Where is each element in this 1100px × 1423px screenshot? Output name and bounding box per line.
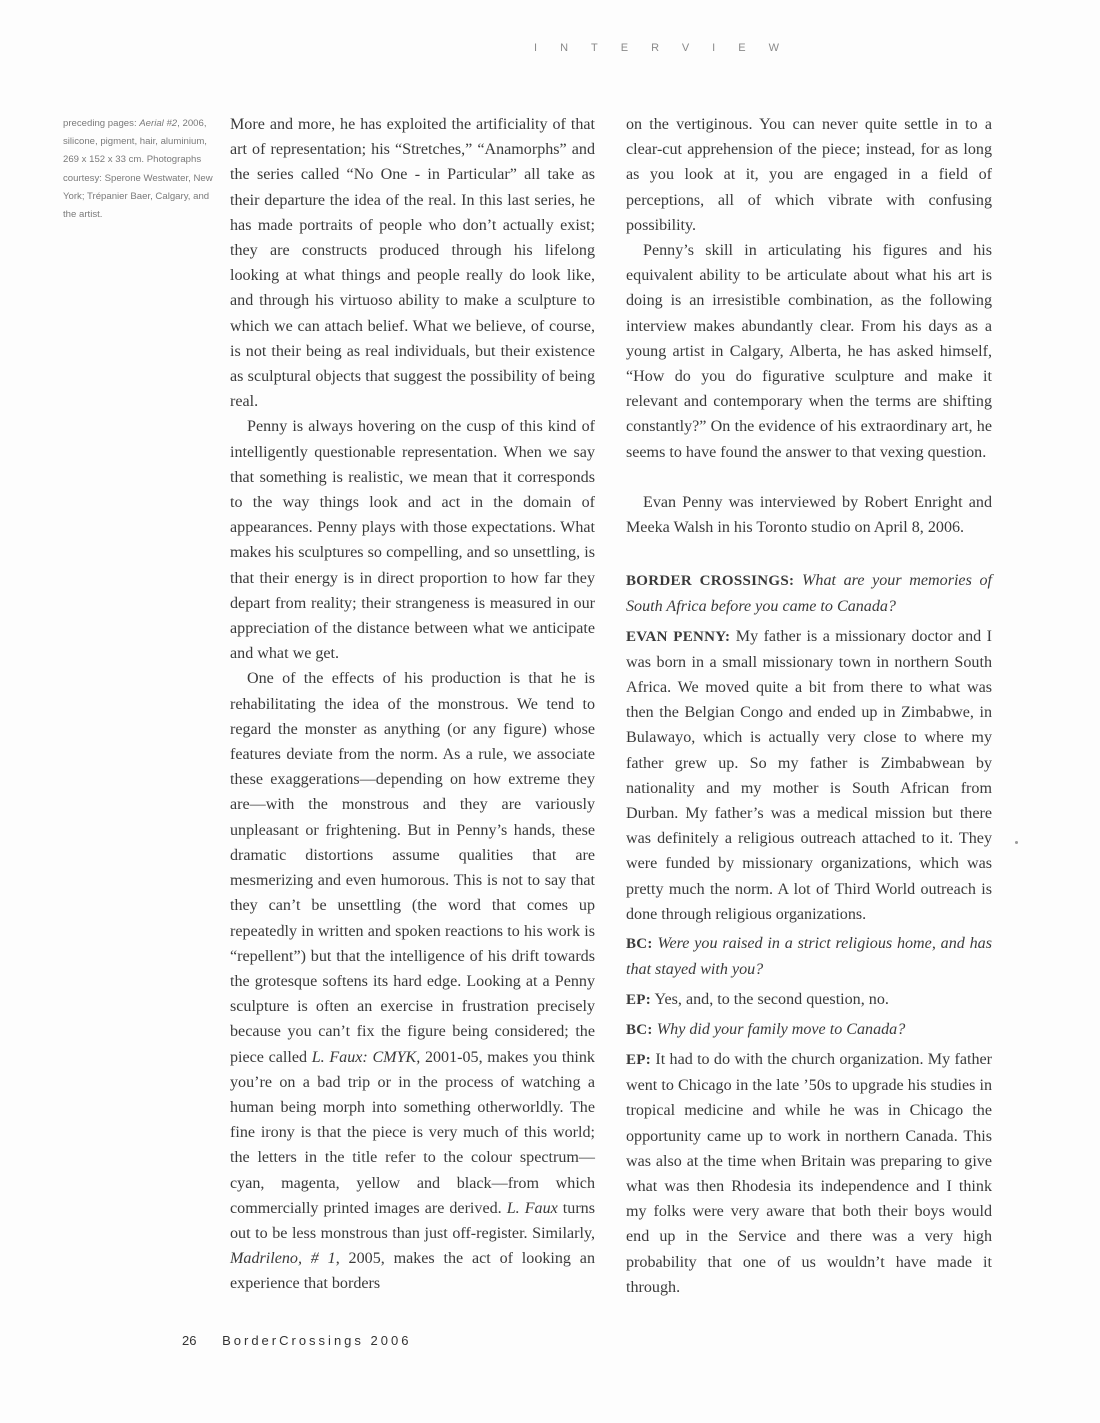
caption-body: , 2006, silicone, pigment, hair, aluminium, 269 x 152 x 33 cm. Photographs courtesy: Sperone Westwater, New York; Trépanier Baer, Calgary, and the artist.: [63, 118, 213, 221]
text-run: One of the effects of his production is that he is rehabilitating the idea of the monstrous. We tend to regard the monster as anything (or any figure) whose features deviate from the norm. As a rule, we associate these exaggerations—depending on how extreme they are—with the monstrous and they are variously unpleasant or frightening. But in Penny’s hands, these dramatic distortions assume qualities that are mesmerizing and even humorous. This is not to say that they can’t be unsettling (the word that comes up repeatedly in written and spoken reactions to his work is “repellent”) but that the intelligence of his drift towards the grotesque softens its hard edge. Looking at a Penny sculpture is often an exercise in frustration precisely because you can’t fix the figure being considered; the piece called: [230, 670, 595, 1066]
scan-mark: [1015, 841, 1018, 844]
article-paragraph: [230, 666, 595, 1296]
text-run: , 2005, makes the act of looking an experience that borders: [230, 1250, 595, 1293]
article-paragraph: More and more, he has exploited the artificiality of that art of representation; his “Stretches,” “Anamorphs” and the series called “No One - in Particular” all take as their departure the idea of the real. In this last series, he has made portraits of people who don’t actually exist; they are constructs produced through his lifelong looking at what things and people really do look like, and through his virtuoso ability to make a sculpture to which we can attach belief. What we believe, of course, is not their being as real individuals, but their existence as sculptural objects that suggest the possibility of being real.: [230, 116, 595, 411]
interview-question: [626, 1017, 992, 1043]
interview-question: [626, 568, 992, 619]
artwork-title: Madrileno, # 1: [230, 1250, 336, 1268]
interview-answer: [626, 987, 992, 1013]
speaker-label: BORDER CROSSINGS:: [626, 573, 795, 590]
answer-text: It had to do with the church organization. My father went to Chicago in the late ’50s to upgrade his studies in tropical medicine and while he was in Chicago the opportunity came up to work in northern Canada. This was also at the time when Britain was preparing to give what was then Rhodesia its independence and I think my folks were very aware that both their boys would end up in the Service and there was a very high probability that one of us wouldn’t have made it through.: [626, 1050, 992, 1296]
photo-caption: [63, 115, 213, 224]
artwork-title: L. Faux: CMYK,: [311, 1048, 421, 1066]
interview-intro: Evan Penny was interviewed by Robert Enright and Meeka Walsh in his Toronto studio on April 8, 2006.: [626, 493, 992, 537]
interview-answer: [626, 1047, 992, 1300]
text-run: 2001-05, makes you think you’re on a bad trip or in the process of watching a human being morph into something otherworldly. The fine irony is that the piece is very much of this world; the letters in the title refer to the colour spectrum—cyan, magenta, yellow and black—from which commercially printed images are derived.: [230, 1048, 595, 1217]
artwork-title: L. Faux: [506, 1199, 558, 1217]
caption-lead: preceding pages:: [63, 118, 140, 129]
page-footer: [182, 1333, 411, 1348]
article-column-right: [626, 112, 992, 1300]
speaker-label: BC:: [626, 936, 653, 953]
speaker-label: BC:: [626, 1021, 653, 1038]
interview-qa-list: [626, 568, 992, 1300]
speaker-label: EVAN PENNY:: [626, 628, 731, 645]
caption-work-title: Aerial #2: [139, 118, 178, 129]
article-paragraph: Penny is always hovering on the cusp of this kind of intelligently questionable representation. When we say that something is realistic, we mean that it corresponds to the way things look and act in the domain of appearances. Penny plays with those expectations. What makes his sculptures so compelling, and so unsettling, is that their energy is in direct proportion to how far they depart from reality; their strangeness is measured in our appreciation of the distance between what we anticipate and what we get.: [230, 418, 595, 663]
question-text: Why did your family move to Canada?: [652, 1020, 906, 1038]
speaker-label: EP:: [626, 1051, 652, 1068]
article-paragraph: Penny’s skill in articulating his figures and his equivalent ability to be articulate about what his art is doing is an irresistible combination, as the following interview makes abundantly clear. From his days as a young artist in Calgary, Alberta, he has asked himself, “How do you do figurative sculpture and make it relevant and contemporary when the terms are shifting constantly?” On the evidence of his extraordinary art, he seems to have found the answer to that vexing question.: [626, 242, 992, 461]
answer-text: Yes, and, to the second question, no.: [651, 990, 889, 1008]
question-text: What are your memories of South Africa before you came to Canada?: [626, 572, 992, 616]
text-run: turns out to be less monstrous than just off-register. Similarly,: [230, 1199, 595, 1242]
speaker-label: EP:: [626, 991, 652, 1008]
article-column-left: [230, 112, 595, 1297]
question-text: Were you raised in a strict religious home, and has that stayed with you?: [626, 935, 992, 979]
magazine-name: BorderCrossings 2006: [222, 1333, 412, 1348]
interview-answer: [626, 624, 992, 927]
answer-text: My father is a missionary doctor and I was born in a small missionary town in northern South Africa. We moved quite a bit from there to what was then the Belgian Congo and ended up in Zimbabwe, in Bulawayo, which is actually very close to where my father grew up. So my father is Zimbabwean by nationality and my mother is South African from Durban. My father’s was a medical mission but there was definitely a religious outreach attached to it. They were funded by missionary organizations, which was pretty much the norm. A lot of Third World outreach is done through religious organizations.: [626, 627, 992, 923]
interview-question: [626, 931, 992, 982]
page-number: 26: [182, 1333, 197, 1348]
article-paragraph: on the vertiginous. You can never quite settle in to a clear-cut apprehension of the piece; instead, for as long as you look at it, you are engaged in a field of perceptions, all of which vibrate with confusing possibility.: [626, 116, 992, 234]
running-head: INTERVIEW: [534, 42, 802, 54]
